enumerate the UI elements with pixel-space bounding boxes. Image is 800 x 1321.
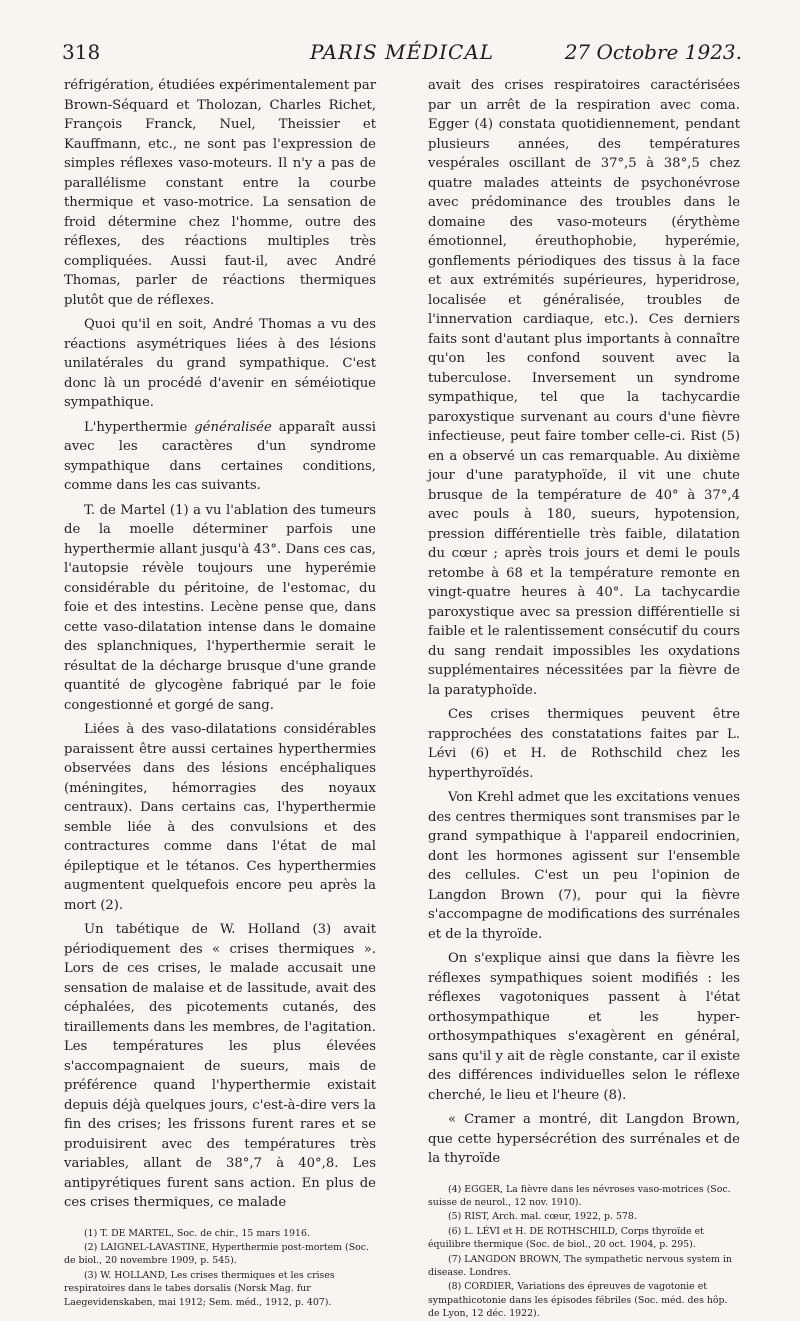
footnote: (4) EGGER, La fièvre dans les névroses vaso-motrices (Soc. suisse de neurol., 12 nov. 1910). [428,1183,731,1208]
page-header [62,40,742,70]
footnote: (6) L. LÉVI et H. DE ROTHSCHILD, Corps thyroïde et équilibre thermique (Soc. de biol., 20 oct. 1904, p. 295). [428,1225,704,1251]
issue-date: 27 Octobre 1923. [564,40,742,64]
footnotes-right [428,1183,740,1321]
footnote: (3) W. HOLLAND, Les crises thermiques et les crises respiratoires dans le tabes dorsalis (Norsk Mag. fur Laegevidenskaben, mai 1912; Sem. méd., 1912, p. 407). [64,1269,335,1308]
page-number: 318 [62,40,101,64]
paragraph-text-start: L'hyperthermie [84,419,188,435]
paragraph: Von Krehl admet que les excitations venues des centres thermiques sont transmises par le grand sympathique à l'appareil endocrinien, dont les hormones agissent sur l'ensemble des cellules. C'est un peu l'opinion de Langdon Brown (7), pour qui la fièvre s'accompagne de modifications des surrénales et de la thyroïde. [428,790,740,942]
footnote: (2) LAIGNEL-LAVASTINE, Hyperthermie post-mortem (Soc. de biol., 20 novembre 1909, p. 545). [64,1241,370,1267]
italic-term: généralisée [194,419,272,435]
footnote: (1) T. DE MARTEL, Soc. de chir., 15 mars 1916. [84,1227,310,1239]
journal-title: PARIS MÉDICAL [309,40,495,64]
paragraph: Ces crises thermiques peuvent être rapprochées des constatations faites par L. Lévi (6) et H. de Rothschild chez les hyperthyroïdés. [428,707,740,781]
left-column [64,76,376,1309]
paragraph: T. de Martel (1) a vu l'ablation des tumeurs de la moelle déterminer parfois une hyperthermie allant jusqu'à 43°. Dans ces cas, l'autopsie révèle toujours une hyperémie considérable du péritoine, de l'estomac, du foie et des intestins. Lecène pense que, dans cette vaso-dilatation intense dans le domaine des splanchniques, l'hyperthermie serait le résultat de la décharge brusque d'une grande quantité de glycogène fabriqué par le foie congestionné et gorgé de sang. [64,502,376,713]
paragraph: Liées à des vaso-dilatations considérables paraissent être aussi certaines hyperthermies observées dans des lésions encéphaliques (méningites, hémorragies des noyaux centraux). Dans certains cas, l'hyperthermie semble liée à des convulsions et des contractures comme dans l'état de mal épileptique et le tétanos. Ces hyperthermies augmentent quelquefois encore peu après la mort (2). [64,722,376,913]
paragraph: « Cramer a montré, dit Langdon Brown, que cette hypersécrétion des surrénales et de la thyroïde [428,1112,740,1166]
paragraph: réfrigération, étudiées expérimentalement par Brown-Séquard et Tholozan, Charles Richet, François Franck, Nuel, Theissier et Kauffmann, etc., ne sont pas l'expression de simples réflexes vaso-moteurs. Il n'y a pas de parallélisme constant entre la courbe thermique et vaso-motrice. La sensation de froid détermine chez l'homme, outre des réflexes, des réactions multiples très compliquées. Aussi faut-il, avec André Thomas, parler de réactions thermiques plutôt que de réflexes. [64,78,376,308]
footnote: (8) CORDIER, Variations des épreuves de vagotonie et sympathicotonie dans les épisodes fébriles (Soc. méd. des hôp. de Lyon, 12 déc. 1922). [428,1281,728,1320]
right-column [428,76,740,1321]
paragraph: avait des crises respiratoires caractérisées par un arrêt de la respiration avec coma. Egger (4) constata quotidiennement, pendant plusieurs années, des températures vespérales oscillant de 37°,5 à 38°,5 chez quatre malades atteints de psychonévrose avec prédominance des troubles dans le domaine des vaso-moteurs (érythème émotionnel, éreuthophobie, hyperémie, gonflements périodiques des tissus à la face et aux extrémités supérieures, hyperidrose, localisée et généralisée, troubles de l'innervation cardiaque, etc.). Ces derniers faits sont d'autant plus importants à connaître qu'on les confond souvent avec la tuberculose. Inversement un syndrome sympathique, tel que la tachycardie paroxystique survenant au cours d'une fièvre infectieuse, peut faire tomber celle-ci. Rist (5) en a observé un cas remarquable. Au dixième jour d'une paratyphoïde, il vit une chute brusque de la température de 40° à 37°,4 avec pouls à 180, sueurs, hypotension, pression différentielle très faible, dilatation du cœur ; après trois jours et demi le pouls retombe à 68 et la température remonte en vingt-quatre heures à 40°. La tachycardie paroxystique avec sa pression différentielle si faible et le ralentissement consécutif du cours du sang rendait impossibles les oxydations supplémentaires nécessitées par la fièvre de la paratyphoïde. [428,78,740,698]
footnote: (7) LANGDON BROWN, The sympathetic nervous system in disease. Londres. [428,1253,732,1278]
paragraph-text-end: apparaît aussi avec les caractères d'un syndrome sympathique dans certaines conditions, comme dans les cas suivants. [64,419,376,493]
paragraph-generalized-hyperthermia [64,418,376,496]
paragraph: Quoi qu'il en soit, André Thomas a vu des réactions asymétriques liées à des lésions unilatérales du grand sympathique. C'est donc là un procédé d'avenir en séméiotique sympathique. [64,317,376,410]
footnotes-left [64,1227,376,1309]
paragraph: Un tabétique de W. Holland (3) avait périodiquement des « crises thermiques ». Lors de ces crises, le malade accusait une sensation de malaise et de lassitude, avait des céphalées, des picotements cutanés, des tiraillements dans les membres, de l'agitation. Les températures les plus élevées s'accompagnaient de sueurs, mais de préférence quand l'hyperthermie existait depuis déjà quelques jours, c'est-à-dire vers la fin des crises; les frissons furent rares et se produisirent avec des températures très variables, allant de 38°,7 à 40°,8. Les antipyrétiques furent sans action. En plus de ces crises thermiques, ce malade [64,922,376,1210]
paragraph: On s'explique ainsi que dans la fièvre les réflexes sympathiques soient modifiés : les réflexes vagotoniques passent à l'état orthosympathique et les hyper-orthosympathiques s'exagèrent en général, sans qu'il y ait de règle constante, car il existe des différences individuelles selon le réflexe cherché, le lieu et l'heure (8). [428,951,740,1103]
footnote: (5) RIST, Arch. mal. cœur, 1922, p. 578. [448,1211,637,1223]
